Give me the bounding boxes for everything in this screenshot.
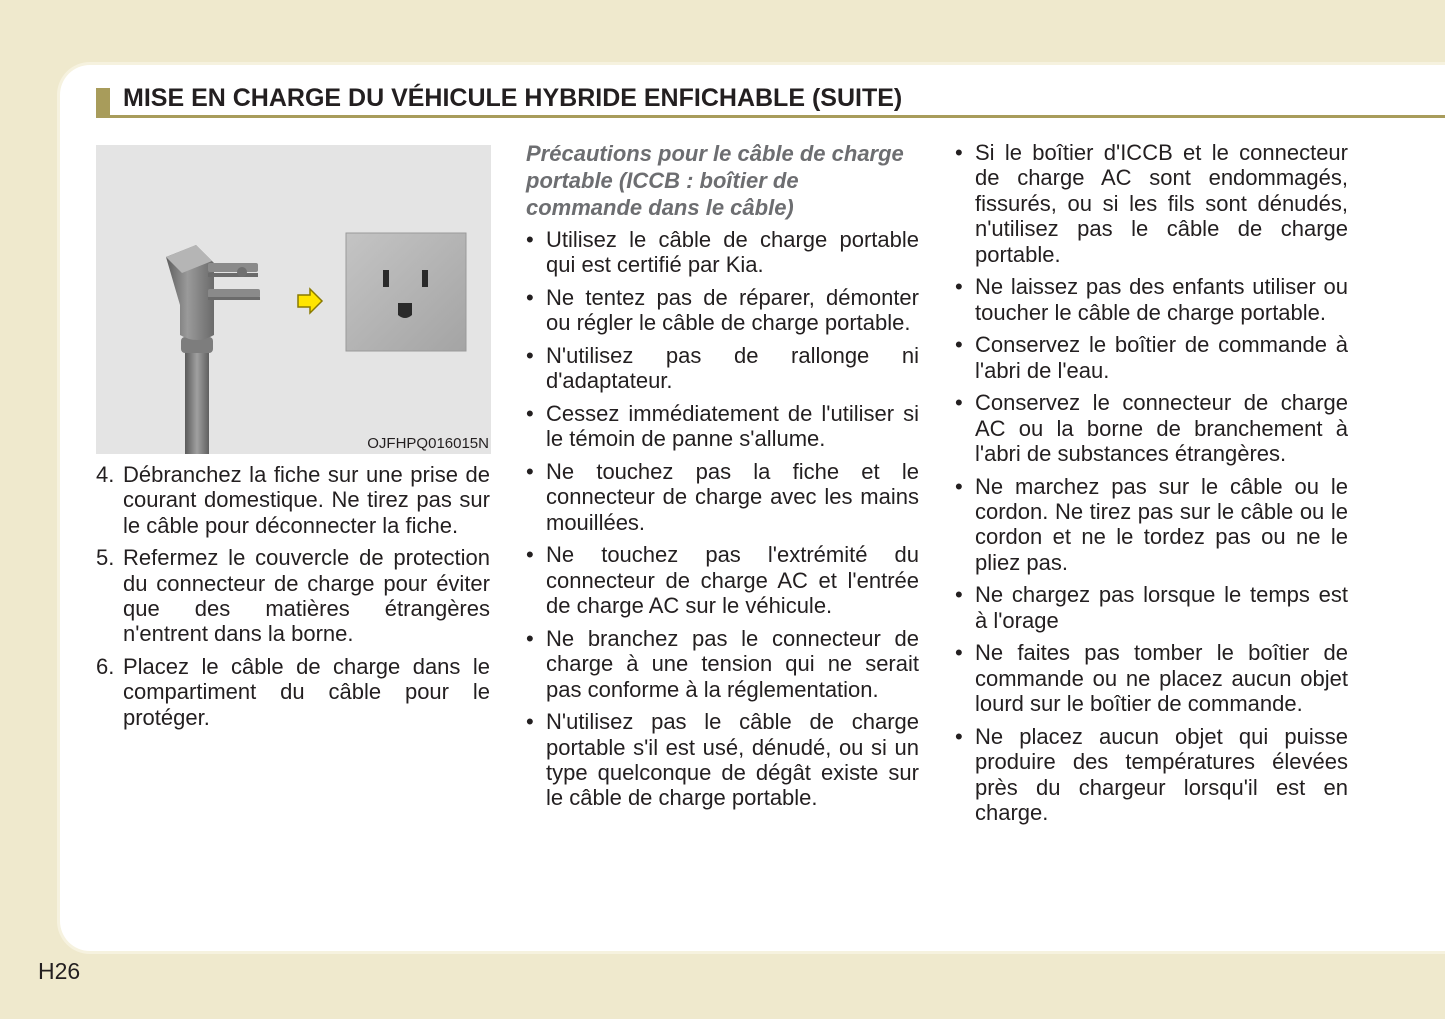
precautions-heading: Précautions pour le câble de charge portable (ICCB : boîtier de commande dans le câble) — [526, 141, 904, 220]
list-item — [955, 474, 1348, 576]
bullet-text: Ne tentez pas de réparer, démonter ou régler le câble de charge portable. — [546, 285, 919, 336]
bullet-text: N'utilisez pas le câble de charge portable s'il est usé, dénudé, ou si un type quelconque de dégât existe sur le câble de charge portable. — [546, 709, 919, 811]
illustration-svg — [96, 145, 491, 454]
arrow-right-icon — [298, 289, 322, 313]
list-item — [96, 545, 490, 647]
bullet-text: N'utilisez pas de rallonge ni d'adaptateur. — [546, 343, 919, 394]
list-item — [955, 390, 1348, 466]
list-item — [526, 709, 919, 811]
plug-illustration — [96, 145, 491, 454]
list-item — [96, 654, 490, 730]
header-accent-bar — [96, 88, 110, 118]
bullet: • — [526, 401, 534, 426]
bullet: • — [526, 542, 534, 568]
step-number: 6. — [96, 653, 115, 679]
bullet-text: Ne chargez pas lorsque le temps est à l'orage — [975, 582, 1348, 633]
list-item — [526, 401, 919, 452]
bullet-text: Ne touchez pas la fiche et le connecteur de charge avec les mains mouillées. — [546, 459, 919, 535]
page-title: MISE EN CHARGE DU VÉHICULE HYBRIDE ENFICHABLE (SUITE) — [123, 84, 903, 112]
bullet: • — [526, 227, 534, 252]
list-item — [955, 274, 1348, 325]
bullet: • — [955, 332, 963, 358]
bullet-text: Cessez immédiatement de l'utiliser si le témoin de panne s'allume. — [546, 401, 919, 452]
list-item — [526, 227, 919, 278]
list-item — [955, 724, 1348, 826]
bullet-text: Si le boîtier d'ICCB et le connecteur de charge AC sont endommagés, fissurés, ou si les fils sont dénudés, n'utilisez pas le câble de charge portable. — [975, 140, 1348, 267]
bullet-text: Utilisez le câble de charge portable qui est certifié par Kia. — [546, 227, 919, 278]
precautions-column-1 — [526, 140, 919, 818]
steps-column — [96, 462, 490, 737]
step-text: Refermez le couvercle de protection du connecteur de charge pour éviter que des matières étrangères n'entrent dans la borne. — [123, 545, 490, 647]
plug-icon — [166, 245, 260, 454]
page-number: H26 — [38, 958, 81, 984]
bullet: • — [526, 343, 534, 368]
bullet-text: Conservez le boîtier de commande à l'abri de l'eau. — [975, 332, 1348, 383]
figure-code: OJFHPQ016015N — [367, 435, 489, 452]
list-item — [955, 332, 1348, 383]
bullet: • — [955, 640, 963, 666]
list-item — [96, 462, 490, 538]
wall-outlet-icon — [346, 233, 466, 351]
bullet: • — [955, 140, 963, 165]
list-item — [955, 640, 1348, 716]
step-number: 4. — [96, 462, 115, 487]
bullet: • — [955, 723, 963, 749]
step-text: Débranchez la fiche sur une prise de courant domestique. Ne tirez pas sur le câble pour déconnecter la fiche. — [123, 462, 490, 538]
bullet-text: Ne touchez pas l'extrémité du connecteur de charge AC et l'entrée de charge AC sur le véhicule. — [546, 542, 919, 619]
bullet-text: Ne marchez pas sur le câble ou le cordon. Ne tirez pas sur le câble ou le cordon et ne le tordez pas ou ne le pliez pas. — [975, 473, 1348, 575]
list-item — [955, 582, 1348, 633]
steps-list — [96, 462, 490, 730]
bullet: • — [526, 285, 534, 310]
list-item — [955, 140, 1348, 267]
list-item — [526, 542, 919, 618]
bullet-text: Ne placez aucun objet qui puisse produire des températures élevées près du chargeur lorsqu'il est en charge. — [975, 723, 1348, 826]
bullet-text: Ne faites pas tomber le boîtier de commande ou ne placez aucun objet lourd sur le boîtier de commande. — [975, 640, 1348, 717]
bullet-text: Ne laissez pas des enfants utiliser ou toucher le câble de charge portable. — [975, 274, 1348, 325]
list-item — [526, 626, 919, 702]
step-text: Placez le câble de charge dans le compartiment du câble pour le protéger. — [123, 653, 490, 730]
precautions-list — [526, 227, 919, 811]
bullet: • — [526, 709, 534, 735]
bullet: • — [955, 582, 963, 608]
header-rule — [96, 115, 1445, 118]
list-item — [526, 343, 919, 394]
precautions-column-2 — [955, 140, 1348, 833]
bullet: • — [526, 459, 534, 484]
bullet: • — [955, 274, 963, 300]
bullet-text: Conservez le connecteur de charge AC ou la borne de branchement à l'abri de substances étrangères. — [975, 390, 1348, 467]
bullet: • — [955, 390, 963, 416]
precautions-list-continued — [955, 140, 1348, 825]
bullet-text: Ne branchez pas le connecteur de charge à une tension qui ne serait pas conforme à la réglementation. — [546, 625, 919, 702]
step-number: 5. — [96, 545, 115, 571]
bullet: • — [526, 625, 534, 651]
bullet: • — [955, 473, 963, 499]
list-item — [526, 285, 919, 336]
list-item — [526, 459, 919, 535]
